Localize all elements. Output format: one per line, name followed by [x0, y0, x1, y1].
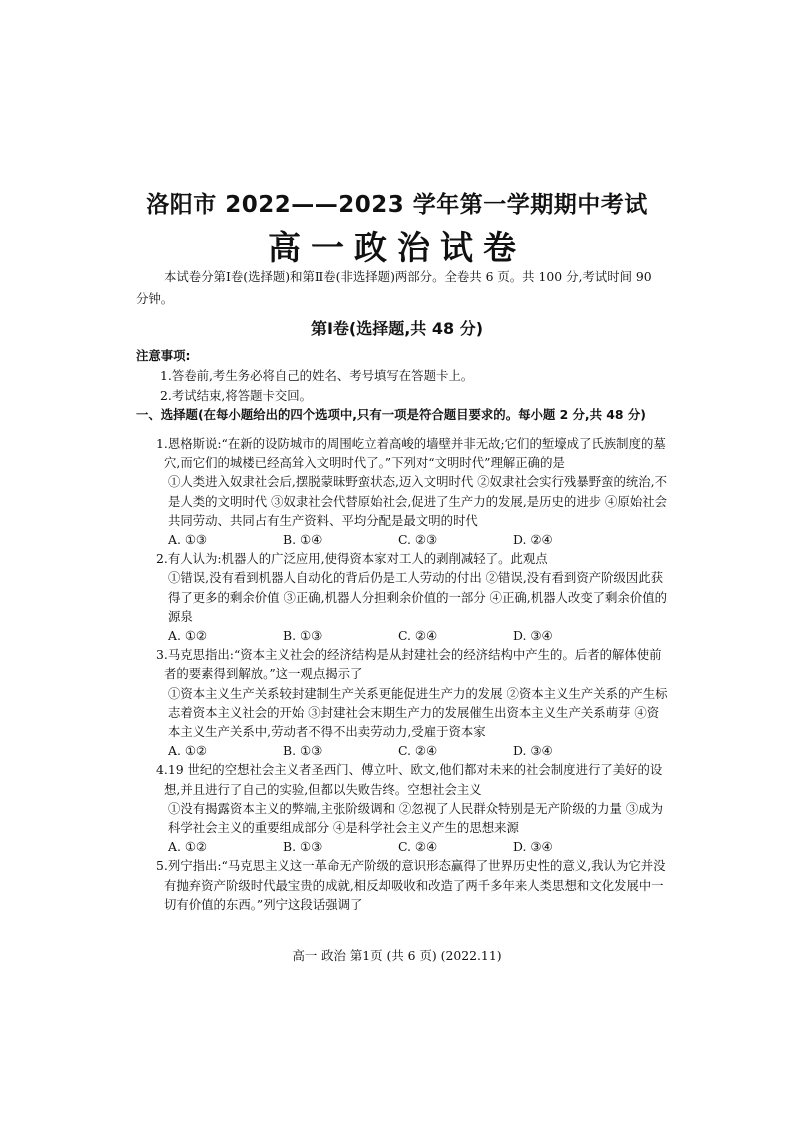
question-stem: 1.恩格斯说:“在新的设防城市的周围屹立着高峻的墙壁并非无故;它们的堑壕成了氏族制度的墓穴,而它们的城楼已经高耸入文明时代了。”下列对“文明时代”理解正确的是 [156, 436, 666, 471]
choice-b: B. ①④ [283, 532, 323, 548]
question-options: ①没有揭露资本主义的弊端,主张阶级调和 ②忽视了人民群众特别是无产阶级的力量 ③成为科学社会主义的重要组成部分 ④是科学社会主义产生的思想来源 [168, 800, 664, 836]
question-4 [156, 760, 668, 856]
answer-choices [156, 741, 668, 760]
question-2 [156, 549, 668, 645]
question-5 [156, 856, 668, 914]
choice-a: A. ①③ [168, 532, 208, 548]
section-heading: 一、选择题(在每小题给出的四个选项中,只有一项是符合题目要求的。每小题 2 分,共 48 分) [136, 407, 646, 422]
choice-c: C. ②③ [398, 532, 438, 548]
answer-choices [156, 626, 668, 645]
part-title: 第Ⅰ卷(选择题,共 48 分) [310, 319, 484, 338]
question-options: ①人类进入奴隶社会后,摆脱蒙昧野蛮状态,迈入文明时代 ②奴隶社会实行残暴野蛮的统治,不是人类的文明时代 ③奴隶社会代替原始社会,促进了生产力的发展,是历史的进步 ④原始社会共同劳动、共同占有生产资料、平均分配是最文明的时代 [168, 474, 667, 528]
notes-block [136, 346, 666, 406]
choice-a: A. ①② [168, 628, 208, 644]
question-stem: 2.有人认为:机器人的广泛应用,使得资本家对工人的剥削减轻了。此观点 [156, 551, 548, 567]
exam-title: 洛阳市 2022——2023 学年第一学期期中考试 [146, 192, 648, 218]
choice-c: C. ②④ [398, 839, 438, 855]
choice-d: D. ③④ [513, 628, 553, 644]
choice-a: A. ①② [168, 743, 208, 759]
note-item: 2.考试结束,将答题卡交回。 [160, 388, 313, 403]
choice-d: D. ③④ [513, 743, 553, 759]
question-options: ①错误,没有看到机器人自动化的背后仍是工人劳动的付出 ②错误,没有看到资产阶级因此获得了更多的剩余价值 ③正确,机器人分担剩余价值的一部分 ④正确,机器人改变了剩余价值的源泉 [168, 570, 667, 624]
answer-choices [156, 530, 668, 549]
note-item: 1.答卷前,考生务必将自己的姓名、考号填写在答题卡上。 [160, 368, 474, 383]
notes-heading: 注意事项: [136, 348, 191, 363]
choice-c: C. ②④ [398, 628, 438, 644]
choice-c: C. ②④ [398, 743, 438, 759]
question-3 [156, 645, 668, 760]
choice-a: A. ①② [168, 839, 208, 855]
question-stem: 4.19 世纪的空想社会主义者圣西门、傅立叶、欧文,他们都对未来的社会制度进行了美好的设想,并且进行了自己的实验,但都以失败告终。空想社会主义 [156, 762, 663, 797]
question-1 [156, 434, 668, 549]
choice-b: B. ①③ [283, 628, 323, 644]
choice-b: B. ①③ [283, 743, 323, 759]
choice-d: D. ②④ [513, 532, 553, 548]
page-footer: 高一 政治 第1页 (共 6 页) (2022.11) [292, 948, 502, 963]
exam-intro: 本试卷分第Ⅰ卷(选择题)和第Ⅱ卷(非选择题)两部分。全卷共 6 页。共 100 分,考试时间 90 分钟。 [136, 269, 652, 306]
questions-area [156, 434, 668, 914]
answer-choices [156, 837, 668, 856]
question-options: ①资本主义生产关系较封建制生产关系更能促进生产力的发展 ②资本主义生产关系的产生标志着资本主义社会的开始 ③封建社会末期生产力的发展催生出资本主义生产关系萌芽 ④资本主义生产关系中,劳动者不得不出卖劳动力,受雇于资本家 [168, 685, 668, 740]
choice-b: B. ①③ [283, 839, 323, 855]
exam-subtitle: 高一政治试卷 [268, 228, 526, 267]
choice-d: D. ③④ [513, 839, 553, 855]
question-stem: 5.列宁指出:“马克思主义这一革命无产阶级的意识形态赢得了世界历史性的意义,我认为它并没有抛弃资产阶级时代最宝贵的成就,相反却吸收和改造了两千多年来人类思想和文化发展中一切有价值的东西。”列宁这段话强调了 [156, 858, 666, 912]
question-stem: 3.马克思指出:“资本主义社会的经济结构是从封建社会的经济结构中产生的。后者的解体使前者的要素得到解放。”这一观点揭示了 [156, 647, 662, 682]
